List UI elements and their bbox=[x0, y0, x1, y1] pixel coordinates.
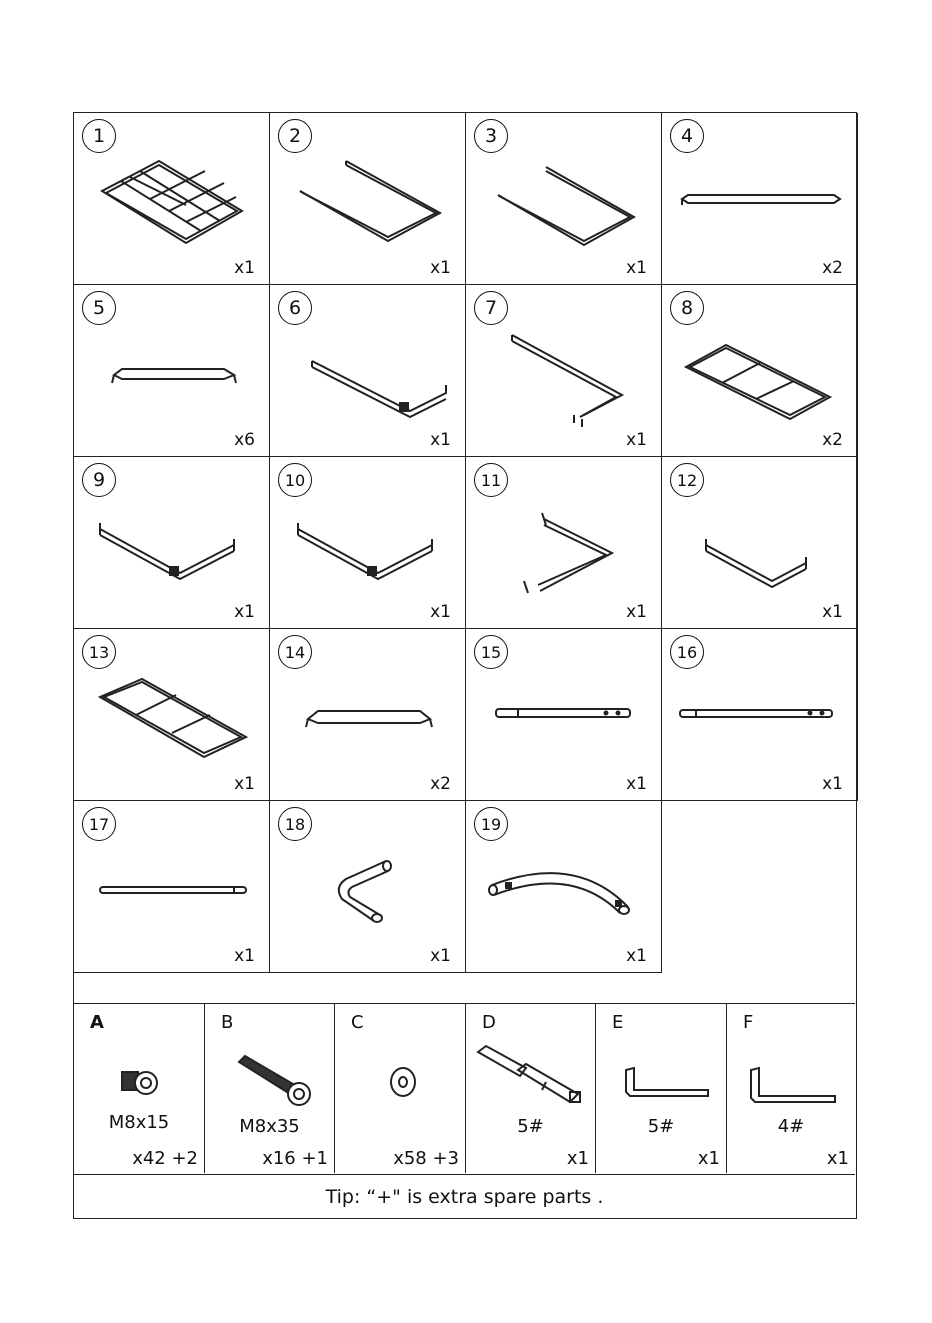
part-cell-8 bbox=[662, 285, 858, 457]
part-cell-9 bbox=[74, 457, 270, 629]
part-cell-16 bbox=[662, 629, 858, 801]
part-quantity: x1 bbox=[234, 946, 255, 966]
part-quantity: x1 bbox=[822, 602, 843, 622]
hardware-letter: F bbox=[743, 1012, 754, 1033]
part-quantity: x1 bbox=[626, 602, 647, 622]
hardware-spec: M8x15 bbox=[108, 1112, 170, 1133]
part-quantity: x1 bbox=[430, 430, 451, 450]
part-quantity: x1 bbox=[822, 774, 843, 794]
part-quantity: x1 bbox=[626, 946, 647, 966]
hardware-quantity: x1 bbox=[826, 1148, 849, 1169]
part-quantity: x1 bbox=[626, 774, 647, 794]
hardware-letter: D bbox=[482, 1012, 496, 1033]
part-number: 5 bbox=[82, 291, 116, 325]
part-quantity: x1 bbox=[234, 774, 255, 794]
part-quantity: x1 bbox=[234, 258, 255, 278]
hardware-row bbox=[74, 1003, 855, 1175]
hardware-quantity: x1 bbox=[566, 1148, 589, 1169]
part-number: 15 bbox=[474, 635, 508, 669]
hardware-spec: M8x35 bbox=[239, 1116, 300, 1137]
part-cell-19 bbox=[466, 801, 662, 973]
part-quantity: x1 bbox=[430, 602, 451, 622]
hardware-cell-d bbox=[466, 1004, 596, 1173]
hardware-spec: 4# bbox=[777, 1116, 805, 1137]
part-cell-5 bbox=[74, 285, 270, 457]
part-cell-12 bbox=[662, 457, 858, 629]
hardware-quantity: x42 +2 bbox=[132, 1148, 198, 1169]
part-cell-15 bbox=[466, 629, 662, 801]
part-number: 11 bbox=[474, 463, 508, 497]
hardware-cell-c bbox=[335, 1004, 466, 1173]
part-quantity: x2 bbox=[822, 430, 843, 450]
part-number: 12 bbox=[670, 463, 704, 497]
part-number: 16 bbox=[670, 635, 704, 669]
part-number: 18 bbox=[278, 807, 312, 841]
part-number: 19 bbox=[474, 807, 508, 841]
part-quantity: x1 bbox=[430, 258, 451, 278]
hardware-quantity: x58 +3 bbox=[393, 1148, 459, 1169]
part-quantity: x1 bbox=[234, 602, 255, 622]
parts-sheet bbox=[73, 112, 857, 1219]
part-quantity: x6 bbox=[234, 430, 255, 450]
part-cell-1 bbox=[74, 113, 270, 285]
part-cell-18 bbox=[270, 801, 466, 973]
part-quantity: x1 bbox=[430, 946, 451, 966]
hardware-cell-a bbox=[74, 1004, 205, 1173]
hardware-letter: C bbox=[351, 1012, 364, 1033]
part-number: 4 bbox=[670, 119, 704, 153]
hardware-letter: E bbox=[612, 1012, 624, 1033]
part-number: 8 bbox=[670, 291, 704, 325]
part-number: 1 bbox=[82, 119, 116, 153]
part-quantity: x1 bbox=[626, 430, 647, 450]
part-cell-17 bbox=[74, 801, 270, 973]
part-number: 10 bbox=[278, 463, 312, 497]
hardware-spec: 5# bbox=[517, 1116, 544, 1137]
part-cell-10 bbox=[270, 457, 466, 629]
part-number: 6 bbox=[278, 291, 312, 325]
part-cell-2 bbox=[270, 113, 466, 285]
part-quantity: x2 bbox=[430, 774, 451, 794]
part-cell-6 bbox=[270, 285, 466, 457]
hardware-quantity: x16 +1 bbox=[262, 1148, 328, 1169]
hardware-cell-b bbox=[205, 1004, 335, 1173]
hardware-spec: 5# bbox=[647, 1116, 675, 1137]
spare-parts-tip: Tip: “+" is extra spare parts . bbox=[325, 1185, 604, 1208]
hardware-quantity: x1 bbox=[697, 1148, 720, 1169]
part-number: 9 bbox=[82, 463, 116, 497]
part-number: 3 bbox=[474, 119, 508, 153]
part-cell-13 bbox=[74, 629, 270, 801]
part-number: 2 bbox=[278, 119, 312, 153]
part-cell-3 bbox=[466, 113, 662, 285]
part-number: 14 bbox=[278, 635, 312, 669]
parts-grid bbox=[74, 113, 855, 974]
part-cell-14 bbox=[270, 629, 466, 801]
hardware-letter: A bbox=[90, 1012, 104, 1033]
hardware-cell-f bbox=[727, 1004, 855, 1173]
part-cell-4 bbox=[662, 113, 858, 285]
part-number: 13 bbox=[82, 635, 116, 669]
part-quantity: x1 bbox=[626, 258, 647, 278]
part-number: 7 bbox=[474, 291, 508, 325]
part-number: 17 bbox=[82, 807, 116, 841]
hardware-letter: B bbox=[221, 1012, 234, 1033]
part-cell-11 bbox=[466, 457, 662, 629]
hardware-cell-e bbox=[596, 1004, 727, 1173]
part-quantity: x2 bbox=[822, 258, 843, 278]
part-cell-7 bbox=[466, 285, 662, 457]
